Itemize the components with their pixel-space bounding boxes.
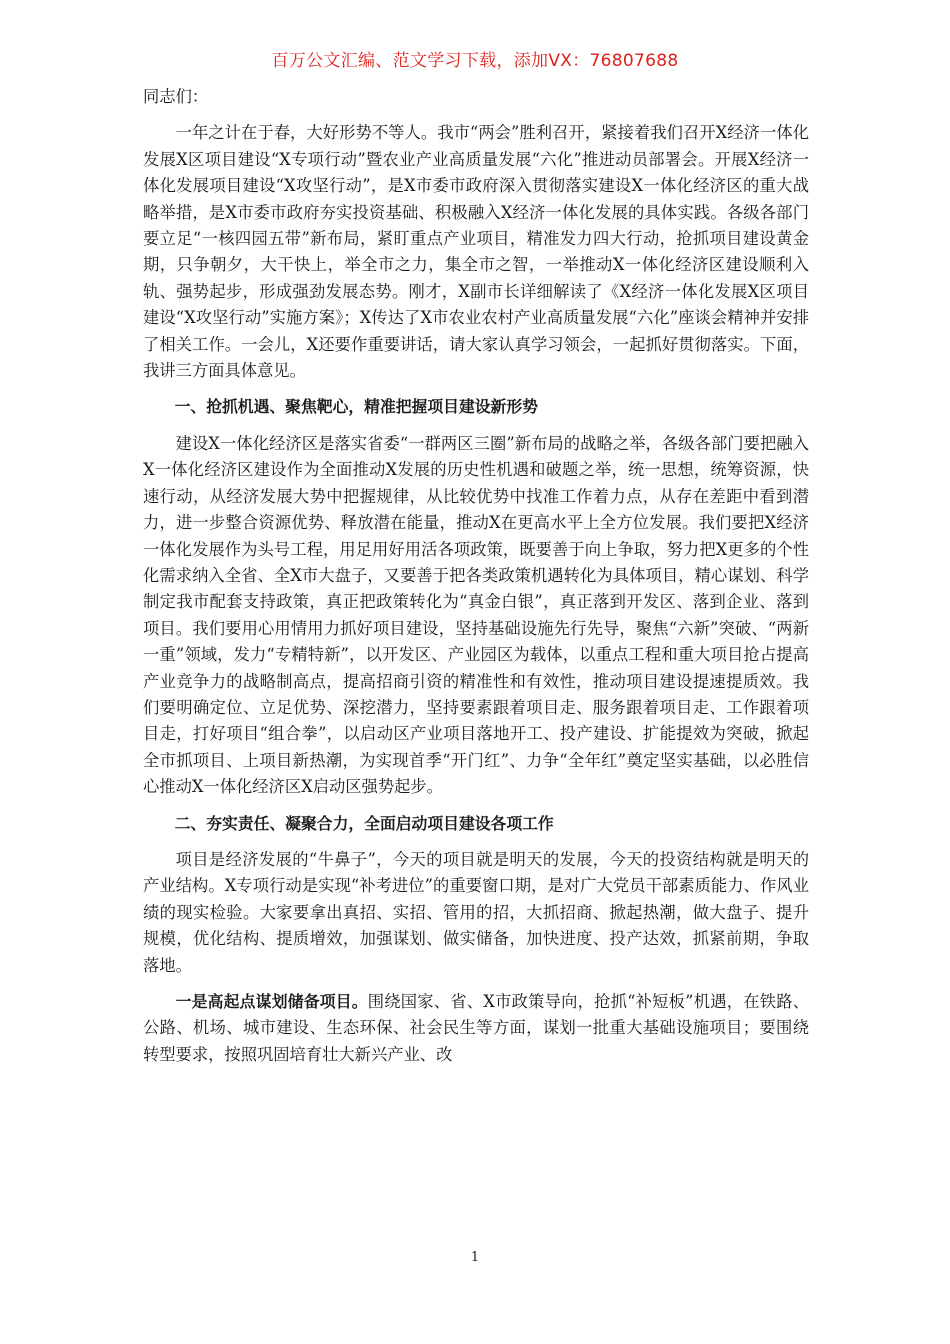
greeting: 同志们： [143, 87, 209, 106]
document-body [143, 84, 809, 1078]
intro-paragraph: 一年之计在于春，大好形势不等人。我市“两会”胜利召开，紧接着我们召开X经济一体化发展X区项目建设“X专项行动”暨农业产业高质量发展“六化”推进动员部署会。开展X经济一体化发展项目建设“X攻坚行动”，是X市委市政府深入贯彻落实建设X一体化经济区的重大战略举措，是X市委市政府夯实投资基础、积极融入X经济一体化发展的具体实践。各级各部门要立足“一核四园五带”新布局，紧盯重点产业项目，精准发力四大行动，抢抓项目建设黄金期，只争朝夕，大干快上，举全市之力，集全市之智，一举推动X一体化经济区建设顺利入轨、强势起步，形成强劲发展态势。刚才，X副市长详细解读了《X经济一体化发展X区项目建设“X攻坚行动”实施方案》；X传达了X市农业农村产业高质量发展“六化”座谈会精神并安排了相关工作。一会儿，X还要作重要讲话，请大家认真学习领会，一起抓好贯彻落实。下面，我讲三方面具体意见。 [143, 123, 809, 381]
section-1-paragraph: 建设X一体化经济区是落实省委“一群两区三圈”新布局的战略之举，各级各部门要把融入X一体化经济区建设作为全面推动X发展的历史性机遇和破题之举，统一思想，统筹资源，快速行动，从经济发展大势中把握规律，从比较优势中找准工作着力点，从存在差距中看到潜力，进一步整合资源优势、释放潜在能量，推动X在更高水平上全方位发展。我们要把X经济一体化发展作为头号工程，用足用好用活各项政策，既要善于向上争取，努力把X更多的个性化需求纳入全省、全X市大盘子，又要善于把各类政策机遇转化为具体项目，精心谋划、科学制定我市配套支持政策，真正把政策转化为“真金白银”，真正落到开发区、落到企业、落到项目。我们要用心用情用力抓好项目建设，坚持基础设施先行先导，聚焦“六新”突破、“两新一重”领域，发力“专精特新”，以开发区、产业园区为载体，以重点工程和重大项目抢占提高产业竞争力的战略制高点，提高招商引资的精准性和有效性，推动项目建设提速提质效。我们要明确定位、立足优势、深挖潜力，坚持要素跟着项目走、服务跟着项目走、工作跟着项目走，打好项目“组合拳”，以启动区产业项目落地开工、投产建设、扩能提效为突破，掀起全市抓项目、上项目新热潮，为实现首季“开门红”、力争“全年红”奠定坚实基础，以必胜信心推动X一体化经济区X启动区强势起步。 [143, 433, 809, 797]
page-number: 1 [470, 1250, 480, 1265]
point-1-text: 围绕国家、省、X市政策导向，抢抓“补短板”机遇，在铁路、公路、机场、城市建设、生态环保、社会民生等方面，谋划一批重大基础设施项目；要围绕转型要求，按照巩固培育壮大新兴产业、改 [143, 992, 809, 1064]
section-1-heading: 一、抢抓机遇、聚焦靶心，精准把握项目建设新形势 [174, 397, 538, 417]
section-2-paragraph: 项目是经济发展的“牛鼻子”，今天的项目就是明天的发展，今天的投资结构就是明天的产业结构。X专项行动是实现“补考进位”的重要窗口期，是对广大党员干部素质能力、作风业绩的现实检验。大家要拿出真招、实招、管用的招，大抓招商、掀起热潮，做大盘子、提升规模，优化结构、提质增效，加强谋划、做实储备，加快进度、投产达效，抓紧前期，争取落地。 [143, 849, 809, 975]
section-2-heading: 二、夯实责任、凝聚合力，全面启动项目建设各项工作 [174, 813, 554, 833]
download-banner: 百万公文汇编、范文学习下载，添加VX：76807688 [271, 51, 679, 71]
point-1-lead: 一是高起点谋划储备项目。 [175, 992, 368, 1011]
point-1-paragraph [143, 989, 809, 1068]
